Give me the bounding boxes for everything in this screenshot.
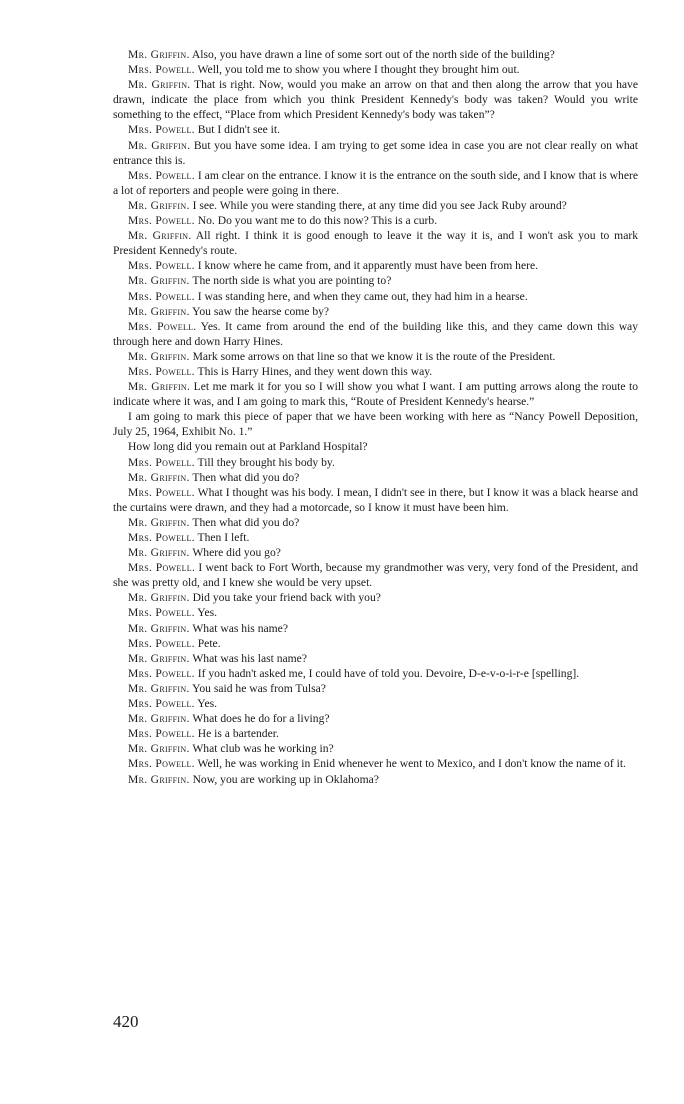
speech-text: What I thought was his body. I mean, I didn't see in there, but I know it was a black hearse and the curtains were drawn, and they had a motorcade, so I know it must have been him.: [113, 485, 638, 514]
transcript-paragraph: [113, 228, 638, 258]
transcript-paragraph: [113, 530, 638, 545]
transcript-paragraph: [113, 319, 638, 349]
speech-text: Let me mark it for you so I will show you what I want. I am putting arrows along the route to indicate where it was, and I am going to mark this, “Route of President Kennedy's hearse.”: [113, 380, 639, 409]
transcript-paragraph: [113, 470, 638, 485]
speech-text: Then I left.: [197, 531, 250, 544]
transcript-paragraph: [113, 213, 638, 228]
speech-text: Then what did you do?: [192, 515, 300, 529]
transcript-paragraph: [113, 515, 638, 530]
speech-text: Did you take your friend back with you?: [192, 591, 381, 605]
speaker-name: Mr. Griffin.: [128, 712, 190, 726]
speaker-name: Mrs. Powell.: [128, 606, 195, 620]
speaker-name: Mr. Griffin.: [128, 380, 191, 394]
speaker-name: Mr. Griffin.: [128, 681, 190, 695]
transcript-paragraph: [113, 258, 638, 273]
speech-text: That is right. Now, would you make an arrow on that and then along the arrow that you have drawn, indicate the place from which you think President Kennedy's body was taken? Would you write something to the effect, “Place from which President Kennedy's body was taken”?: [113, 78, 638, 122]
speaker-name: Mrs. Powell.: [128, 168, 195, 182]
transcript-paragraph: [113, 47, 638, 62]
transcript-body: [113, 47, 638, 787]
speech-text: I am clear on the entrance. I know it is the entrance on the south side, and I know that is where a lot of reporters and people were going in there.: [113, 168, 638, 197]
transcript-paragraph: [113, 168, 638, 198]
speaker-name: Mr. Griffin.: [128, 772, 190, 786]
speaker-name: Mrs. Powell.: [128, 666, 195, 680]
speaker-name: Mrs. Powell.: [128, 364, 195, 378]
transcript-paragraph: [113, 756, 638, 771]
speech-text: Pete.: [197, 636, 221, 650]
transcript-paragraph: [113, 138, 638, 168]
speech-text: What was his last name?: [192, 651, 307, 665]
transcript-paragraph: [113, 636, 638, 651]
transcript-paragraph: [113, 122, 638, 137]
speaker-name: Mr. Griffin.: [128, 651, 190, 665]
speaker-name: Mr. Griffin.: [128, 621, 190, 635]
transcript-paragraph: [113, 485, 638, 515]
speech-text: Well, he was working in Enid whenever he went to Mexico, and I don't know the name of it.: [197, 757, 626, 771]
transcript-paragraph: [113, 711, 638, 726]
speaker-name: Mr. Griffin.: [128, 304, 190, 318]
speech-text: All right. I think it is good enough to leave it the way it is, and I won't ask you to mark President Kennedy's route.: [113, 229, 639, 258]
speaker-name: Mrs. Powell.: [128, 727, 195, 741]
speaker-name: Mr. Griffin.: [128, 48, 190, 61]
transcript-paragraph: [113, 666, 638, 681]
speaker-name: Mrs. Powell.: [128, 531, 195, 544]
speech-text: If you hadn't asked me, I could have of told you. Devoire, D-e-v-o-i-r-e [spelling].: [197, 666, 580, 680]
transcript-paragraph: [113, 605, 638, 620]
transcript-paragraph: [113, 62, 638, 77]
speaker-name: Mr. Griffin.: [128, 198, 190, 212]
speaker-name: Mrs. Powell.: [128, 319, 197, 333]
speaker-name: Mr. Griffin.: [128, 591, 190, 605]
transcript-paragraph: [113, 439, 638, 454]
transcript-paragraph: [113, 304, 638, 319]
speech-text: The north side is what you are pointing to?: [192, 274, 392, 288]
speaker-name: Mrs. Powell.: [128, 697, 195, 711]
speech-text: But you have some idea. I am trying to get some idea in case you are not clear really on what entrance this is.: [113, 138, 638, 167]
speech-text: Yes. It came from around the end of the building like this, and they came down this way through here and down Harry Hines.: [113, 319, 639, 348]
speech-text: This is Harry Hines, and they went down this way.: [197, 364, 433, 378]
speech-text: Also, you have drawn a line of some sort out of the north side of the building?: [191, 48, 555, 61]
speech-text: Well, you told me to show you where I thought they brought him out.: [197, 63, 520, 77]
speaker-name: Mrs. Powell.: [128, 757, 195, 771]
transcript-paragraph: [113, 621, 638, 636]
transcript-paragraph: [113, 681, 638, 696]
speech-text: I see. While you were standing there, at any time did you see Jack Ruby around?: [192, 198, 567, 212]
speech-text: What does he do for a living?: [192, 712, 330, 726]
speaker-name: Mrs. Powell.: [128, 636, 195, 650]
transcript-paragraph: [113, 289, 638, 304]
speech-text: Then what did you do?: [192, 470, 300, 484]
speech-text: What was his name?: [192, 621, 288, 635]
transcript-paragraph: [113, 198, 638, 213]
speaker-name: Mrs. Powell.: [128, 485, 195, 499]
speaker-name: Mr. Griffin.: [128, 229, 192, 243]
speaker-name: Mr. Griffin.: [128, 515, 190, 529]
page-number: 420: [113, 1012, 139, 1031]
speech-text: Now, you are working up in Oklahoma?: [192, 772, 379, 786]
transcript-paragraph: [113, 696, 638, 711]
transcript-paragraph: [113, 741, 638, 756]
transcript-paragraph: [113, 409, 638, 439]
speech-text: Till they brought his body by.: [197, 455, 335, 469]
speaker-name: Mr. Griffin.: [128, 78, 191, 92]
transcript-paragraph: [113, 726, 638, 741]
transcript-paragraph: [113, 651, 638, 666]
speaker-name: Mrs. Powell.: [128, 214, 195, 228]
speech-text: You saw the hearse come by?: [192, 304, 330, 318]
speech-text: How long did you remain out at Parkland Hospital?: [128, 440, 368, 454]
speaker-name: Mr. Griffin.: [128, 470, 190, 484]
transcript-paragraph: [113, 455, 638, 470]
speech-text: Where did you go?: [192, 546, 281, 560]
speech-text: But I didn't see it.: [197, 123, 281, 137]
speaker-name: Mrs. Powell.: [128, 259, 195, 273]
speaker-name: Mrs. Powell.: [128, 289, 195, 303]
speaker-name: Mrs. Powell.: [128, 455, 195, 469]
speaker-name: Mrs. Powell.: [128, 63, 195, 77]
transcript-paragraph: [113, 273, 638, 288]
transcript-paragraph: [113, 545, 638, 560]
speech-text: I know where he came from, and it apparently must have been from here.: [197, 259, 539, 273]
speech-text: Yes.: [197, 606, 218, 620]
speech-text: You said he was from Tulsa?: [192, 681, 326, 695]
transcript-paragraph: [113, 349, 638, 364]
transcript-paragraph: [113, 379, 638, 409]
speech-text: I went back to Fort Worth, because my grandmother was very, very fond of the President, and she was pretty old, and I knew she would be very upset.: [113, 561, 638, 590]
speaker-name: Mr. Griffin.: [128, 274, 190, 288]
speaker-name: Mr. Griffin.: [128, 138, 191, 152]
transcript-paragraph: [113, 772, 638, 787]
transcript-paragraph: [113, 77, 638, 122]
speaker-name: Mrs. Powell.: [128, 561, 196, 575]
speech-text: Mark some arrows on that line so that we know it is the route of the President.: [192, 349, 556, 363]
transcript-paragraph: [113, 590, 638, 605]
speaker-name: Mr. Griffin.: [128, 349, 190, 363]
speech-text: He is a bartender.: [197, 727, 279, 741]
speech-text: No. Do you want me to do this now? This is a curb.: [197, 214, 438, 228]
speech-text: Yes.: [197, 697, 218, 711]
transcript-paragraph: [113, 364, 638, 379]
transcript-paragraph: [113, 560, 638, 590]
speaker-name: Mr. Griffin.: [128, 742, 190, 756]
speaker-name: Mrs. Powell.: [128, 123, 195, 137]
speech-text: I am going to mark this piece of paper that we have been working with here as “Nancy Powell Deposition, July 25, 1964, Exhibit No. 1.”: [113, 410, 638, 439]
speech-text: What club was he working in?: [192, 742, 334, 756]
speaker-name: Mr. Griffin.: [128, 546, 190, 560]
speech-text: I was standing here, and when they came out, they had him in a hearse.: [197, 289, 528, 303]
